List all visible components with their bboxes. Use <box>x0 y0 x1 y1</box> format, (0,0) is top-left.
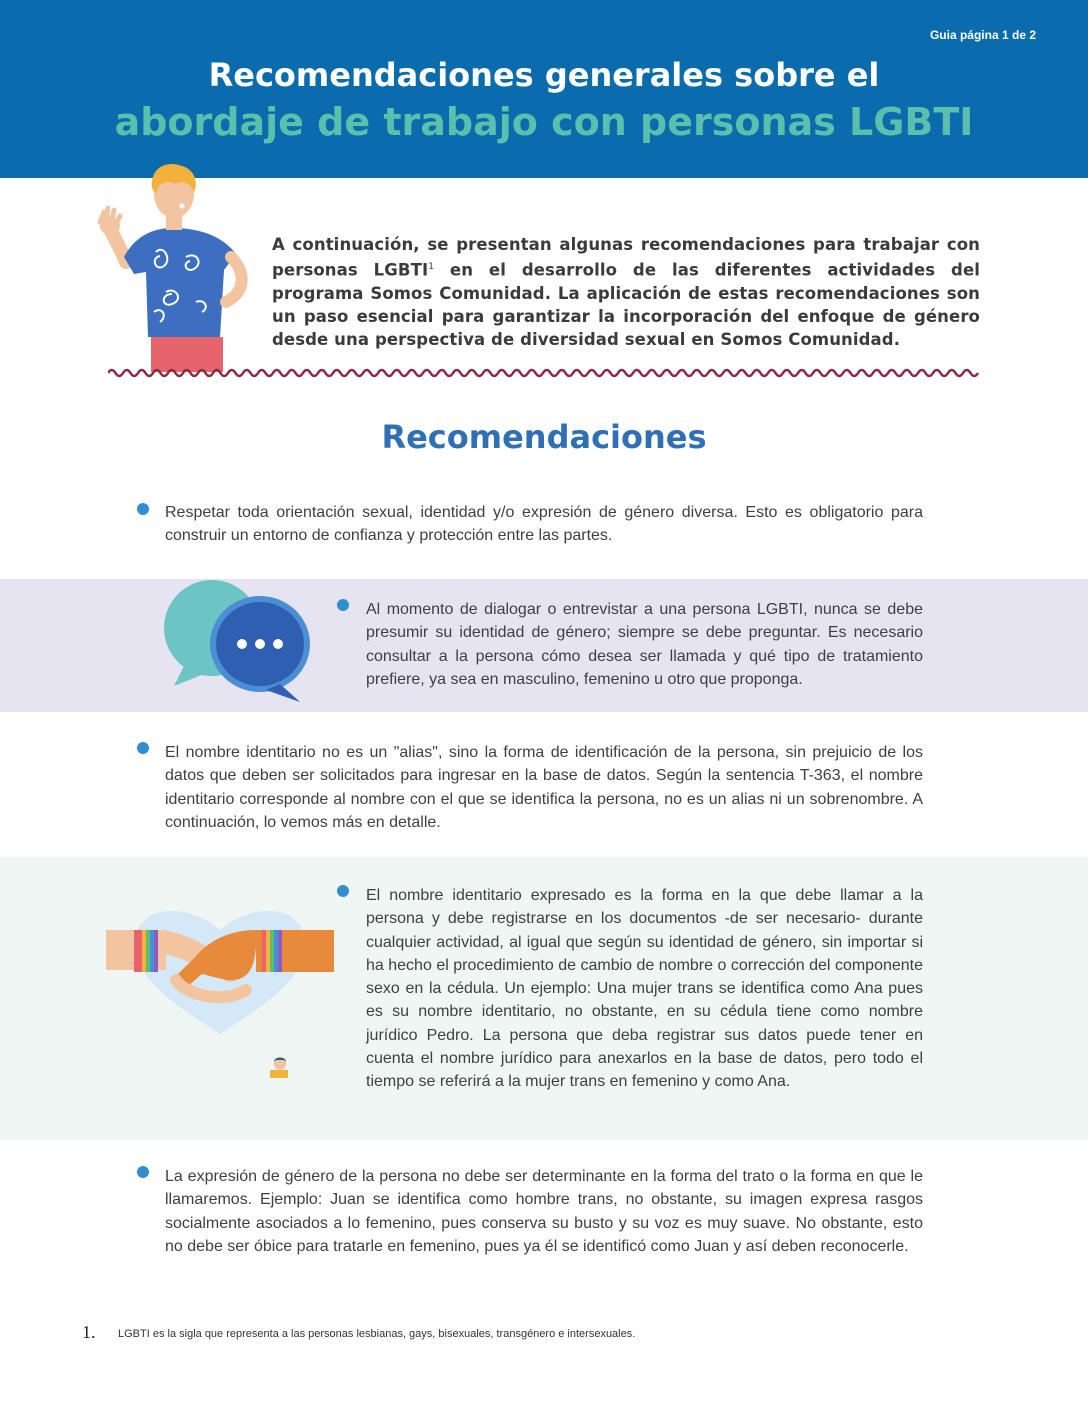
recommendation-4: El nombre identitario expresado es la forma en la que debe llamar a la persona y debe registrarse en los documentos -de ser necesario- durante cualquier actividad, al igual que según su identidad de género, sin importar si ha hecho el procedimiento de cambio de nombre o corrección del componente sexo en la cédula. Un ejemplo: Una mujer trans se identifica como Ana pues es su nombre identitario, no obstante, en su cédula tiene como nombre jurídico Pedro. La persona que deba registrar sus datos puede tener en cuenta el nombre jurídico para anexarlos en la base de datos, pero todo el tiempo se referirá a la mujer trans en femenino y como Ana. <box>366 887 923 1091</box>
bullet-dot <box>337 599 349 611</box>
bullet-dot <box>137 742 149 754</box>
footnote-number: 1. <box>82 1322 96 1342</box>
recommendation-3: El nombre identitario no es un "alias", sino la forma de identificación de la persona, sin prejuicio de los datos que deben ser solicitados para ingresar en la base de datos. Según la sentencia T-363, el nombre identitario corresponde al nombre con el que se identifica la persona, no es un alias ni un sobrenombre. A continuación, lo vemos más en detalle. <box>165 744 923 831</box>
footnote-text: LGBTI es la sigla que representa a las personas lesbianas, gays, bisexuales, transgénero e intersexuales. <box>118 1328 636 1340</box>
page-indicator: Guia página 1 de 2 <box>929 28 1036 42</box>
title-line-2: abordaje de trabajo con personas LGBTI <box>114 100 974 144</box>
waving-person-illustration <box>96 162 256 372</box>
small-person-icon <box>268 1054 290 1078</box>
page-header <box>0 0 1088 178</box>
recommendation-1: Respetar toda orientación sexual, identidad y/o expresión de género diversa. Esto es obligatorio para construir un entorno de confianza y protección entre las partes. <box>165 504 923 545</box>
recommendation-2: Al momento de dialogar o entrevistar a una persona LGBTI, nunca se debe presumir su identidad de género; siempre se debe preguntar. Es necesario consultar a la persona cómo desea ser llamada y qué tipo de tratamiento prefiere, ya sea en masculino, femenino u otro que proponga. <box>366 601 923 688</box>
wave-divider <box>108 366 980 380</box>
recommendation-5: La expresión de género de la persona no debe ser determinante en la forma del trato o la forma en que le llamaremos. Ejemplo: Juan se identifica como hombre trans, no obstante, su imagen expresa rasgos socialmente asociados a lo femenino, pues conserva su busto y su voz es muy suave. No obstante, esto no debe ser óbice para tratarle en femenino, pues ya él se identificó como Juan y así deben reconocerle. <box>165 1168 923 1255</box>
bullet-dot <box>137 1166 149 1178</box>
section-title: Recomendaciones <box>381 418 707 456</box>
bullet-dot <box>137 503 149 515</box>
bullet-dot <box>337 885 349 897</box>
speech-bubbles-icon <box>160 574 316 706</box>
title-line-1: Recomendaciones generales sobre el <box>208 56 880 94</box>
intro-paragraph: A continuación, se presentan algunas recomendaciones para trabajar con personas LGBTI$^1$ en el desarrollo de las diferentes actividades del programa Somos Comunidad. La aplicación de estas recomendaciones son un paso esencial para garantizar la incorporación del enfoque de género desde una perspectiva de diversidad sexual en Somos Comunidad. <box>272 235 980 350</box>
handshake-heart-illustration <box>106 900 334 1036</box>
